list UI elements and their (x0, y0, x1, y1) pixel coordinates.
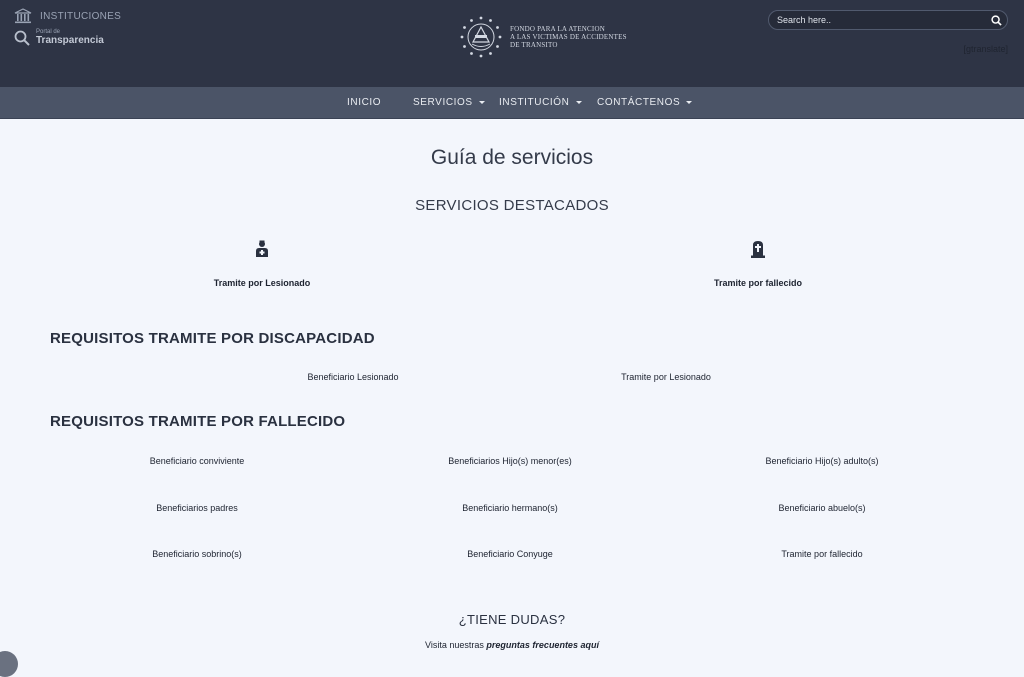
nav-item-contactenos[interactable] (597, 87, 692, 118)
link-beneficiarios-padres[interactable]: Beneficiarios padres (156, 503, 238, 513)
featured-tramite-lesionado[interactable] (162, 240, 362, 288)
featured-label: Tramite por fallecido (713, 278, 803, 288)
logo-text (510, 25, 630, 49)
link-beneficiario-lesionado[interactable]: Beneficiario Lesionado (307, 372, 399, 382)
logo-line: DE TRANSITO (510, 41, 558, 49)
discapacidad-heading: REQUISITOS TRAMITE POR DISCAPACIDAD (50, 330, 375, 347)
caret-down-icon (576, 101, 582, 104)
search-input[interactable] (769, 14, 985, 26)
logo-line: FONDO PARA LA ATENCION (510, 25, 605, 33)
site-logo[interactable] (458, 14, 630, 60)
nav-item-servicios[interactable] (413, 87, 485, 118)
link-tramite-lesionado[interactable]: Tramite por Lesionado (621, 372, 711, 382)
nav-label: INICIO (347, 97, 382, 108)
link-beneficiario-abuelos[interactable]: Beneficiario abuelo(s) (778, 503, 866, 513)
instituciones-link[interactable] (14, 8, 121, 24)
nav-item-institucion[interactable] (499, 87, 582, 118)
injured-person-icon (255, 240, 269, 258)
link-beneficiario-hermanos[interactable]: Beneficiario hermano(s) (462, 503, 558, 513)
caret-down-icon (686, 101, 692, 104)
page-title: Guía de servicios (430, 146, 594, 169)
caret-down-icon (479, 101, 485, 104)
magnifier-icon (14, 30, 30, 46)
dudas-heading: ¿TIENE DUDAS? (458, 612, 566, 627)
portal-big-label: Transparencia (36, 35, 104, 46)
coat-of-arms-icon (458, 14, 504, 60)
nav-label: INSTITUCIÓN (499, 97, 570, 108)
instituciones-label: INSTITUCIONES (40, 10, 122, 22)
building-icon (14, 8, 32, 24)
fallecido-heading: REQUISITOS TRAMITE POR FALLECIDO (50, 413, 346, 430)
link-beneficiario-sobrinos[interactable]: Beneficiario sobrino(s) (152, 549, 242, 559)
nav-label: CONTÁCTENOS (597, 97, 681, 108)
nav-label: SERVICIOS (413, 97, 473, 108)
logo-line: A LAS VICTIMAS DE ACCIDENTES (510, 33, 627, 41)
faq-line (0, 640, 1024, 650)
tombstone-icon (751, 240, 765, 258)
gtranslate-shortcode: [gtranslate] (963, 44, 1008, 54)
search-icon[interactable] (985, 15, 1007, 26)
portal-small-label: Portal de (36, 29, 61, 35)
link-hijos-menores[interactable]: Beneficiarios Hijo(s) menor(es) (448, 456, 572, 466)
featured-services-heading: SERVICIOS DESTACADOS (415, 197, 609, 214)
portal-transparencia-link[interactable] (14, 29, 104, 46)
search-box (768, 10, 1008, 30)
link-beneficiario-conyuge[interactable]: Beneficiario Conyuge (467, 549, 553, 559)
faq-link[interactable]: preguntas frecuentes aquí (486, 640, 599, 650)
featured-tramite-fallecido[interactable] (658, 240, 858, 288)
nav-item-inicio[interactable] (347, 87, 381, 118)
link-beneficiario-conviviente[interactable]: Beneficiario conviviente (149, 456, 245, 466)
site-header (0, 0, 1024, 87)
main-nav (0, 87, 1024, 119)
scroll-button[interactable] (0, 651, 18, 677)
faq-prefix: Visita nuestras (425, 640, 487, 650)
link-hijos-adultos[interactable]: Beneficiario Hijo(s) adulto(s) (765, 456, 879, 466)
featured-label: Tramite por Lesionado (213, 278, 311, 288)
link-tramite-fallecido[interactable]: Tramite por fallecido (781, 549, 863, 559)
